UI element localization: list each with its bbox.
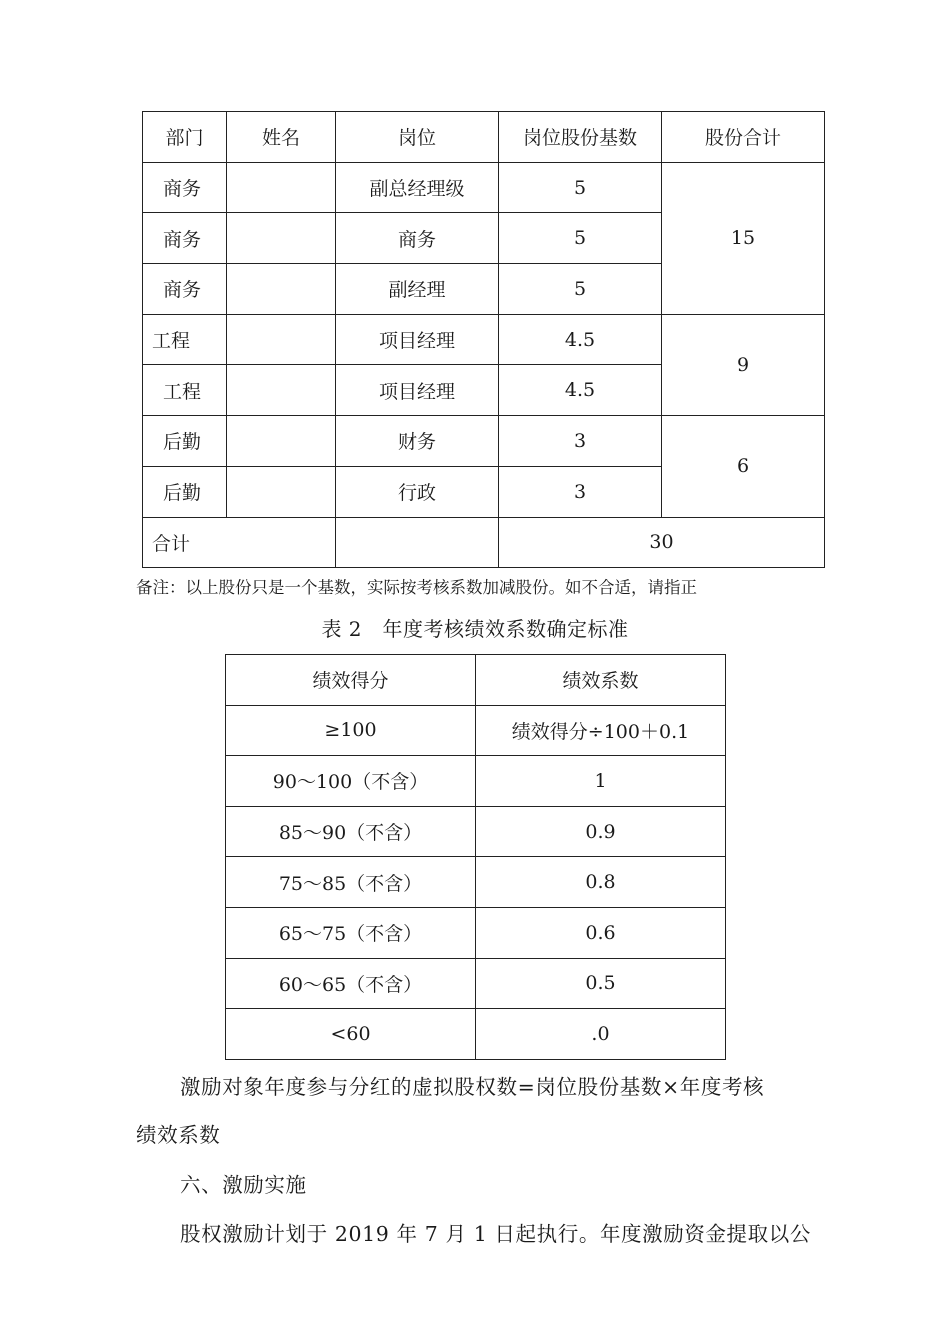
score-cell: 85～90（不含） (226, 806, 476, 857)
header-total: 股份合计 (662, 112, 825, 163)
group-total-cell: 15 (662, 162, 825, 314)
coef-cell: 0.6 (476, 907, 726, 958)
group-total-cell: 6 (662, 416, 825, 517)
dept-cell: 商务 (143, 213, 227, 264)
table-row (143, 416, 825, 467)
section-heading: 六、激励实施 (180, 1173, 307, 1197)
position-cell: 财务 (336, 416, 499, 467)
coef-cell: 1 (476, 756, 726, 807)
coef-cell: .0 (476, 1009, 726, 1060)
formula-paragraph-line1: 激励对象年度参与分红的虚拟股权数=岗位股份基数×年度考核 (180, 1075, 765, 1099)
table-row (143, 162, 825, 213)
table-header-row (143, 112, 825, 163)
dept-cell: 工程 (143, 365, 227, 416)
score-cell: 65～75（不含） (226, 907, 476, 958)
table-row (226, 1009, 726, 1060)
formula-paragraph-line2: 绩效系数 (136, 1123, 221, 1147)
table-row (226, 806, 726, 857)
header-coefficient: 绩效系数 (476, 655, 726, 706)
name-cell (227, 213, 336, 264)
score-cell: ≥100 (226, 705, 476, 756)
position-cell: 项目经理 (336, 365, 499, 416)
position-cell: 项目经理 (336, 314, 499, 365)
share-allocation-table (142, 111, 825, 568)
header-score: 绩效得分 (226, 655, 476, 706)
position-cell: 商务 (336, 213, 499, 264)
base-cell: 3 (499, 416, 662, 467)
table-row (226, 705, 726, 756)
name-cell (227, 264, 336, 315)
name-cell (227, 416, 336, 467)
position-cell: 副经理 (336, 264, 499, 315)
score-cell: 60～65（不含） (226, 958, 476, 1009)
table-row (226, 958, 726, 1009)
dept-cell: 商务 (143, 264, 227, 315)
base-cell: 5 (499, 213, 662, 264)
header-base: 岗位股份基数 (499, 112, 662, 163)
table-row (226, 756, 726, 807)
name-cell (227, 314, 336, 365)
table-row (143, 314, 825, 365)
header-name: 姓名 (227, 112, 336, 163)
implementation-paragraph: 股权激励计划于 2019 年 7 月 1 日起执行。年度激励资金提取以公 (180, 1222, 811, 1246)
table-total-row (143, 517, 825, 568)
table-note: 备注：以上股份只是一个基数，实际按考核系数加减股份。如不合适，请指正 (136, 578, 697, 597)
position-cell: 副总经理级 (336, 162, 499, 213)
name-cell (227, 466, 336, 517)
total-empty-cell (336, 517, 499, 568)
performance-coefficient-table (225, 654, 726, 1060)
position-cell: 行政 (336, 466, 499, 517)
table-header-row (226, 655, 726, 706)
table-row (226, 907, 726, 958)
base-cell: 5 (499, 264, 662, 315)
score-cell: 90～100（不含） (226, 756, 476, 807)
dept-cell: 后勤 (143, 416, 227, 467)
dept-cell: 后勤 (143, 466, 227, 517)
coef-cell: 0.8 (476, 857, 726, 908)
table-row (226, 857, 726, 908)
base-cell: 3 (499, 466, 662, 517)
header-position: 岗位 (336, 112, 499, 163)
dept-cell: 商务 (143, 162, 227, 213)
header-dept: 部门 (143, 112, 227, 163)
base-cell: 4.5 (499, 314, 662, 365)
coef-cell: 0.5 (476, 958, 726, 1009)
base-cell: 5 (499, 162, 662, 213)
score-cell: <60 (226, 1009, 476, 1060)
coef-cell: 绩效得分÷100＋0.1 (476, 705, 726, 756)
table2-caption: 表 2 年度考核绩效系数确定标准 (321, 617, 629, 641)
total-label: 合计 (143, 517, 336, 568)
base-cell: 4.5 (499, 365, 662, 416)
score-cell: 75～85（不含） (226, 857, 476, 908)
name-cell (227, 365, 336, 416)
group-total-cell: 9 (662, 314, 825, 415)
total-value: 30 (499, 517, 825, 568)
dept-cell: 工程 (143, 314, 227, 365)
name-cell (227, 162, 336, 213)
coef-cell: 0.9 (476, 806, 726, 857)
